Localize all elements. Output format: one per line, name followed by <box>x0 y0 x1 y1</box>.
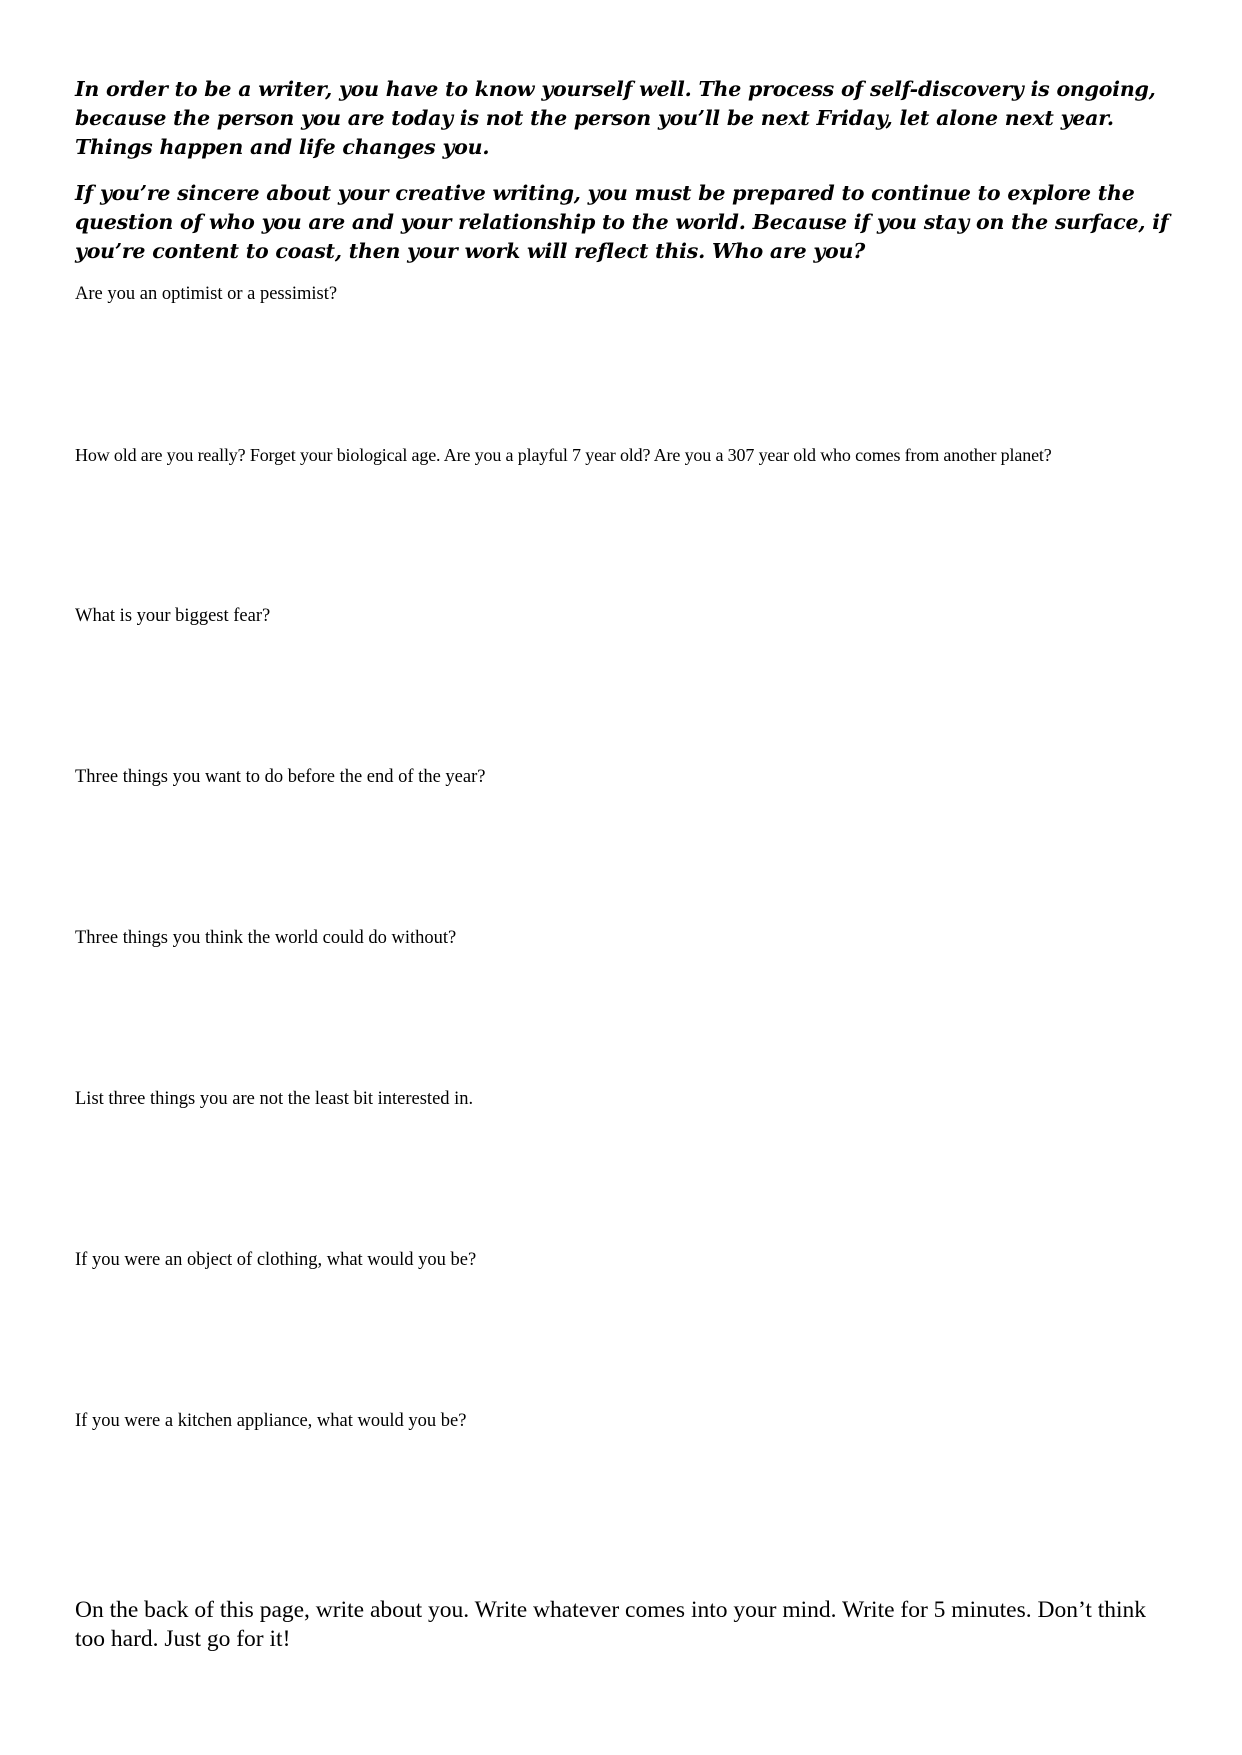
answer-space-1[interactable] <box>75 310 1175 430</box>
intro-paragraph-1: In order to be a writer, you have to know yourself well. The process of self-discovery is ongoing, because the person you are today is not the person you’ll be next Friday, let alone next year. Things happen and life changes you. <box>75 77 1156 159</box>
question-kitchen-appliance: If you were a kitchen appliance, what would you be? <box>75 1411 467 1431</box>
question-three-things-to-do: Three things you want to do before the end of the year? <box>75 767 486 787</box>
question-not-interested: List three things you are not the least bit interested in. <box>75 1089 474 1109</box>
question-world-could-do-without: Three things you think the world could do without? <box>75 928 457 948</box>
closing-instruction: On the back of this page, write about you. Write whatever comes into your mind. Write for 5 minutes. Don’t think too hard. Just go for it! <box>75 1597 1147 1652</box>
question-optimist-pessimist: Are you an optimist or a pessimist? <box>75 284 338 304</box>
answer-space-4[interactable] <box>75 793 1175 913</box>
intro-paragraph-2: If you’re sincere about your creative writing, you must be prepared to continue to explore the question of who you are and your relationship to the world. Because if you stay on the surface, if you’re content to coast, then your work will reflect this. Who are you? <box>75 181 1169 263</box>
question-clothing: If you were an object of clothing, what would you be? <box>75 1250 477 1270</box>
answer-space-6[interactable] <box>75 1115 1175 1235</box>
question-how-old: How old are you really? Forget your biological age. Are you a playful 7 year old? Are you a 307 year old who comes from another planet? <box>75 445 1052 465</box>
answer-space-8[interactable] <box>75 1437 1175 1557</box>
question-biggest-fear: What is your biggest fear? <box>75 606 271 626</box>
answer-space-2[interactable] <box>75 471 1175 591</box>
answer-space-5[interactable] <box>75 954 1175 1074</box>
answer-space-7[interactable] <box>75 1276 1175 1396</box>
answer-space-3[interactable] <box>75 632 1175 752</box>
